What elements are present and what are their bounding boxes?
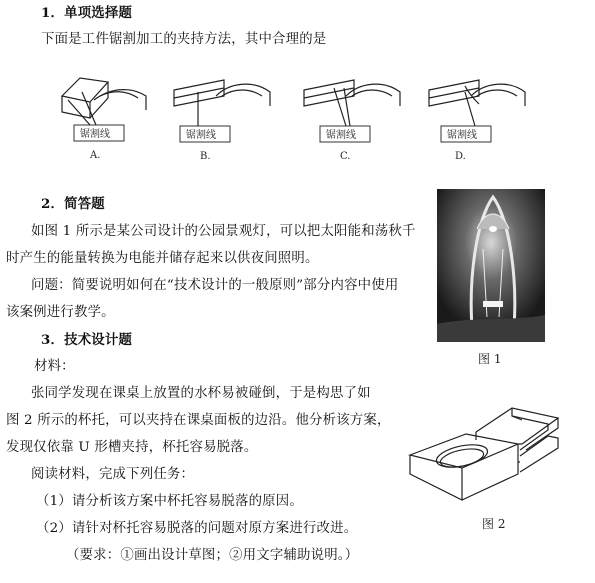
figure-1-lamp-photo [437, 189, 545, 342]
q3-task-2: （2）请针对杯托容易脱落的问题对原方案进行改进。 [36, 521, 358, 536]
q3-line-1: 张同学发现在课桌上放置的水杯易被碰倒，于是构思了如 [31, 386, 371, 401]
q1-option-c-letter: C. [340, 151, 351, 162]
q1-option-c-figure [300, 70, 410, 165]
q2-line-2: 时产生的能量转换为电能并储存起来以供夜间照明。 [6, 251, 319, 266]
q2-line-3: 问题：简要说明如何在“技术设计的一般原则”部分内容中使用 [31, 278, 399, 293]
q1-option-b-letter: B. [200, 151, 211, 162]
q1-heading: 1．单项选择题 [41, 5, 133, 21]
q3-line-3: 发现仅依靠 U 形槽夹持，杯托容易脱落。 [6, 440, 258, 455]
q3-line-4: 阅读材料，完成下列任务： [31, 467, 195, 482]
q1-option-d-saw-label: 锯割线 [447, 130, 477, 141]
q3-material-label: 材料： [34, 359, 75, 374]
figure-1-caption: 图 1 [478, 352, 502, 366]
q1-option-d-figure [425, 70, 535, 165]
q1-option-d-letter: D. [455, 151, 466, 162]
q1-option-a-figure [60, 70, 160, 165]
q2-heading: 2．简答题 [41, 196, 105, 212]
q1-option-c-saw-label: 锯割线 [326, 130, 356, 141]
q1-option-a-saw-label: 锯割线 [80, 129, 110, 140]
q2-line-4: 该案例进行教学。 [6, 305, 115, 320]
figure-2-caption: 图 2 [482, 517, 506, 531]
q3-heading: 3．技术设计题 [41, 332, 133, 348]
q3-line-2: 图 2 所示的杯托，可以夹持在课桌面板的边沿。他分析该方案， [6, 413, 391, 428]
q3-task-1: （1）请分析该方案中杯托容易脱落的原因。 [36, 494, 303, 509]
q1-option-a-letter: A. [90, 150, 101, 161]
q1-option-b-saw-label: 锯割线 [186, 130, 216, 141]
figure-2-cup-holder-drawing [408, 400, 560, 508]
q3-requirement: （要求：①画出设计草图；②用文字辅助说明。） [66, 548, 359, 563]
q2-line-1: 如图 1 所示是某公司设计的公园景观灯，可以把太阳能和荡秋千 [31, 224, 416, 239]
q1-option-b-figure [170, 70, 280, 165]
q1-stem: 下面是工件锯割加工的夹持方法，其中合理的是 [41, 32, 327, 47]
